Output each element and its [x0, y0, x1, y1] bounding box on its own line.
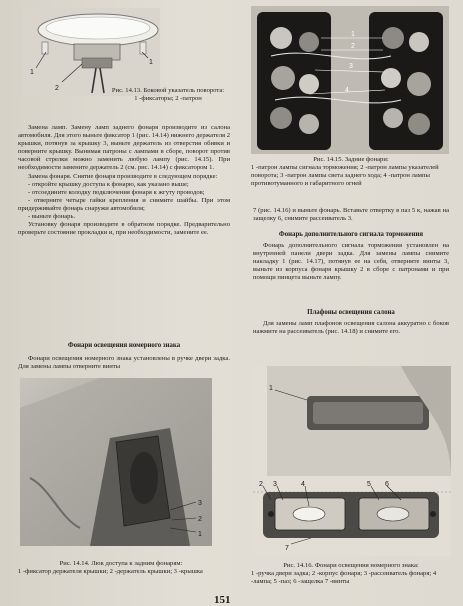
fig1416-label-6: 6 — [385, 481, 389, 488]
figure-14-14-photo — [20, 378, 212, 546]
right-column-text-top — [253, 207, 449, 223]
left-paragraph-installation: Установку фонаря производите в обратном порядке. Предварительно проверьте состояние прокладки и, при необходимости, замените ее. — [18, 221, 230, 237]
figure-14-14-caption — [18, 560, 224, 576]
right-paragraph-continue: 7 (рис. 14.16) и выньте фонарь. Вставьте отвертку в паз 5 к, нажав на защелку 6, снимите рассеиватель 3. — [253, 207, 449, 223]
left-paragraph-lamp-replacement: Замена ламп. Замену ламп заднего фонаря производите из салона автомобиля. Для этого выньте фиксатор 1 (рис. 14.14) нижнего держателя 2 крышки, потянув за крышку 3, выньте держатель из отверстия обивки и поверните крышку. Вынимая патроны с лампами в сборе, поворот против часовой стрелки можно заменить любую лампу (рис. 14.15). При необходимости замените держатель 2 (см. рис. 14.14) с фиксатором 1. — [18, 124, 231, 172]
fig1416-label-4: 4 — [301, 481, 305, 488]
fig1414-label-2: 2 — [198, 516, 202, 523]
right-paragraph-interior-lights-text: Для замены ламп плафонов освещения салона аккуратно с боков нажмите на рассеиватель (рис. 14.18) и снимите его. — [253, 320, 449, 336]
fig1415-label-2: 2 — [351, 43, 355, 50]
fig1413-caption-legend: 1 -фиксаторы; 2 -патрон — [134, 95, 202, 102]
fig1414-caption-legend: 1 -фиксатор держателя крышки; 2 -держатель крышки; 3 -крышка — [18, 568, 203, 575]
fig1414-label-1: 1 — [198, 531, 202, 538]
fig1414-caption-title: Рис. 14.14. Люк доступа к задним фонарям: — [59, 560, 183, 567]
fig1415-label-1: 1 — [351, 31, 355, 38]
right-paragraph-interior-lights — [253, 320, 449, 336]
fig1416-label-7: 7 — [285, 545, 289, 552]
fig1416-label-5: 5 — [367, 481, 371, 488]
fig1415-label-3: 3 — [349, 63, 353, 70]
figure-14-13-caption — [100, 87, 236, 103]
right-paragraph-brake-light-text: Фонарь дополнительного сигнала торможения установлен на внутренней панели двери задка. Для замены лампы снимите накладку 1 (рис. 14.17), потянув ее на себя, отверните винты 3, выньте из корпуса фонаря крышку 2 в сборе с патронами и при помощи пинцета выньте лампу. — [253, 242, 449, 282]
left-paragraph-license-plate-text: Фонари освещения номерного знака установлены в ручке двери задка. Для замены лампы отверните винты — [18, 355, 230, 371]
fig1413-label-1b: 1 — [149, 59, 153, 66]
figure-14-15-photo — [251, 6, 449, 154]
fig1416-caption-title: Рис. 14.16. Фонари освещения номерного знака: — [283, 562, 419, 569]
right-paragraph-brake-light — [253, 242, 449, 282]
fig1415-label-4: 4 — [345, 87, 349, 94]
figure-14-16-photo — [251, 366, 451, 556]
figure-14-13-photo — [22, 8, 160, 96]
figure-14-16-caption — [251, 562, 451, 586]
fig1415-caption-title: Рис. 14.15. Задние фонари: — [313, 156, 389, 163]
left-list-item-2: - отсоедините колодку подключения фонаря к жгуту проводов; — [28, 188, 205, 196]
left-list-item-1: - откройте крышку доступа к фонарю, как указано выше; — [28, 180, 189, 188]
fig1413-caption-title: Рис. 14.13. Боковой указатель поворота: — [111, 87, 225, 94]
figure-14-15-caption — [251, 156, 451, 188]
left-list-item-3: - отверните четыре гайки крепления и снимите шайбы. При этом придерживайте фонарь снаружи автомобиля; — [18, 196, 230, 212]
left-list-item-4: - выньте фонарь. — [28, 213, 76, 221]
fig1414-label-3: 3 — [198, 500, 202, 507]
heading-interior-lights: Плафоны освещения салона — [307, 309, 395, 316]
fig1413-label-2: 2 — [55, 85, 59, 92]
heading-extra-brake-light: Фонарь дополнительного сигнала торможения — [278, 231, 424, 238]
fig1416-label-3: 3 — [273, 481, 277, 488]
left-paragraph-lamp-removal-intro: Замена фонаря. Снятие фонаря производите в следующем порядке: — [28, 172, 218, 180]
page-number: 151 — [214, 594, 231, 606]
fig1416-label-2: 2 — [259, 481, 263, 488]
left-column-text — [18, 124, 230, 237]
left-paragraph-license-plate — [18, 355, 230, 371]
fig1416-caption-legend: 1 -ручка двери задка; 2 -корпус фонаря; 3 -рассеиватель фонаря; 4 -лампа; 5 -паз; 6 -защелка 7 -винты — [251, 570, 437, 585]
heading-license-plate-lamps: Фонари освещения номерного знака — [67, 342, 181, 349]
fig1415-caption-legend: 1 -патрон лампы сигнала торможения; 2 -патрон лампы указателей поворота; 3 -патрон лампы света заднего хода; 4 -патрон лампы противотуманного и габаритного огней — [251, 164, 439, 187]
fig1413-label-1: 1 — [30, 69, 34, 76]
fig1416-label-1: 1 — [269, 385, 273, 392]
